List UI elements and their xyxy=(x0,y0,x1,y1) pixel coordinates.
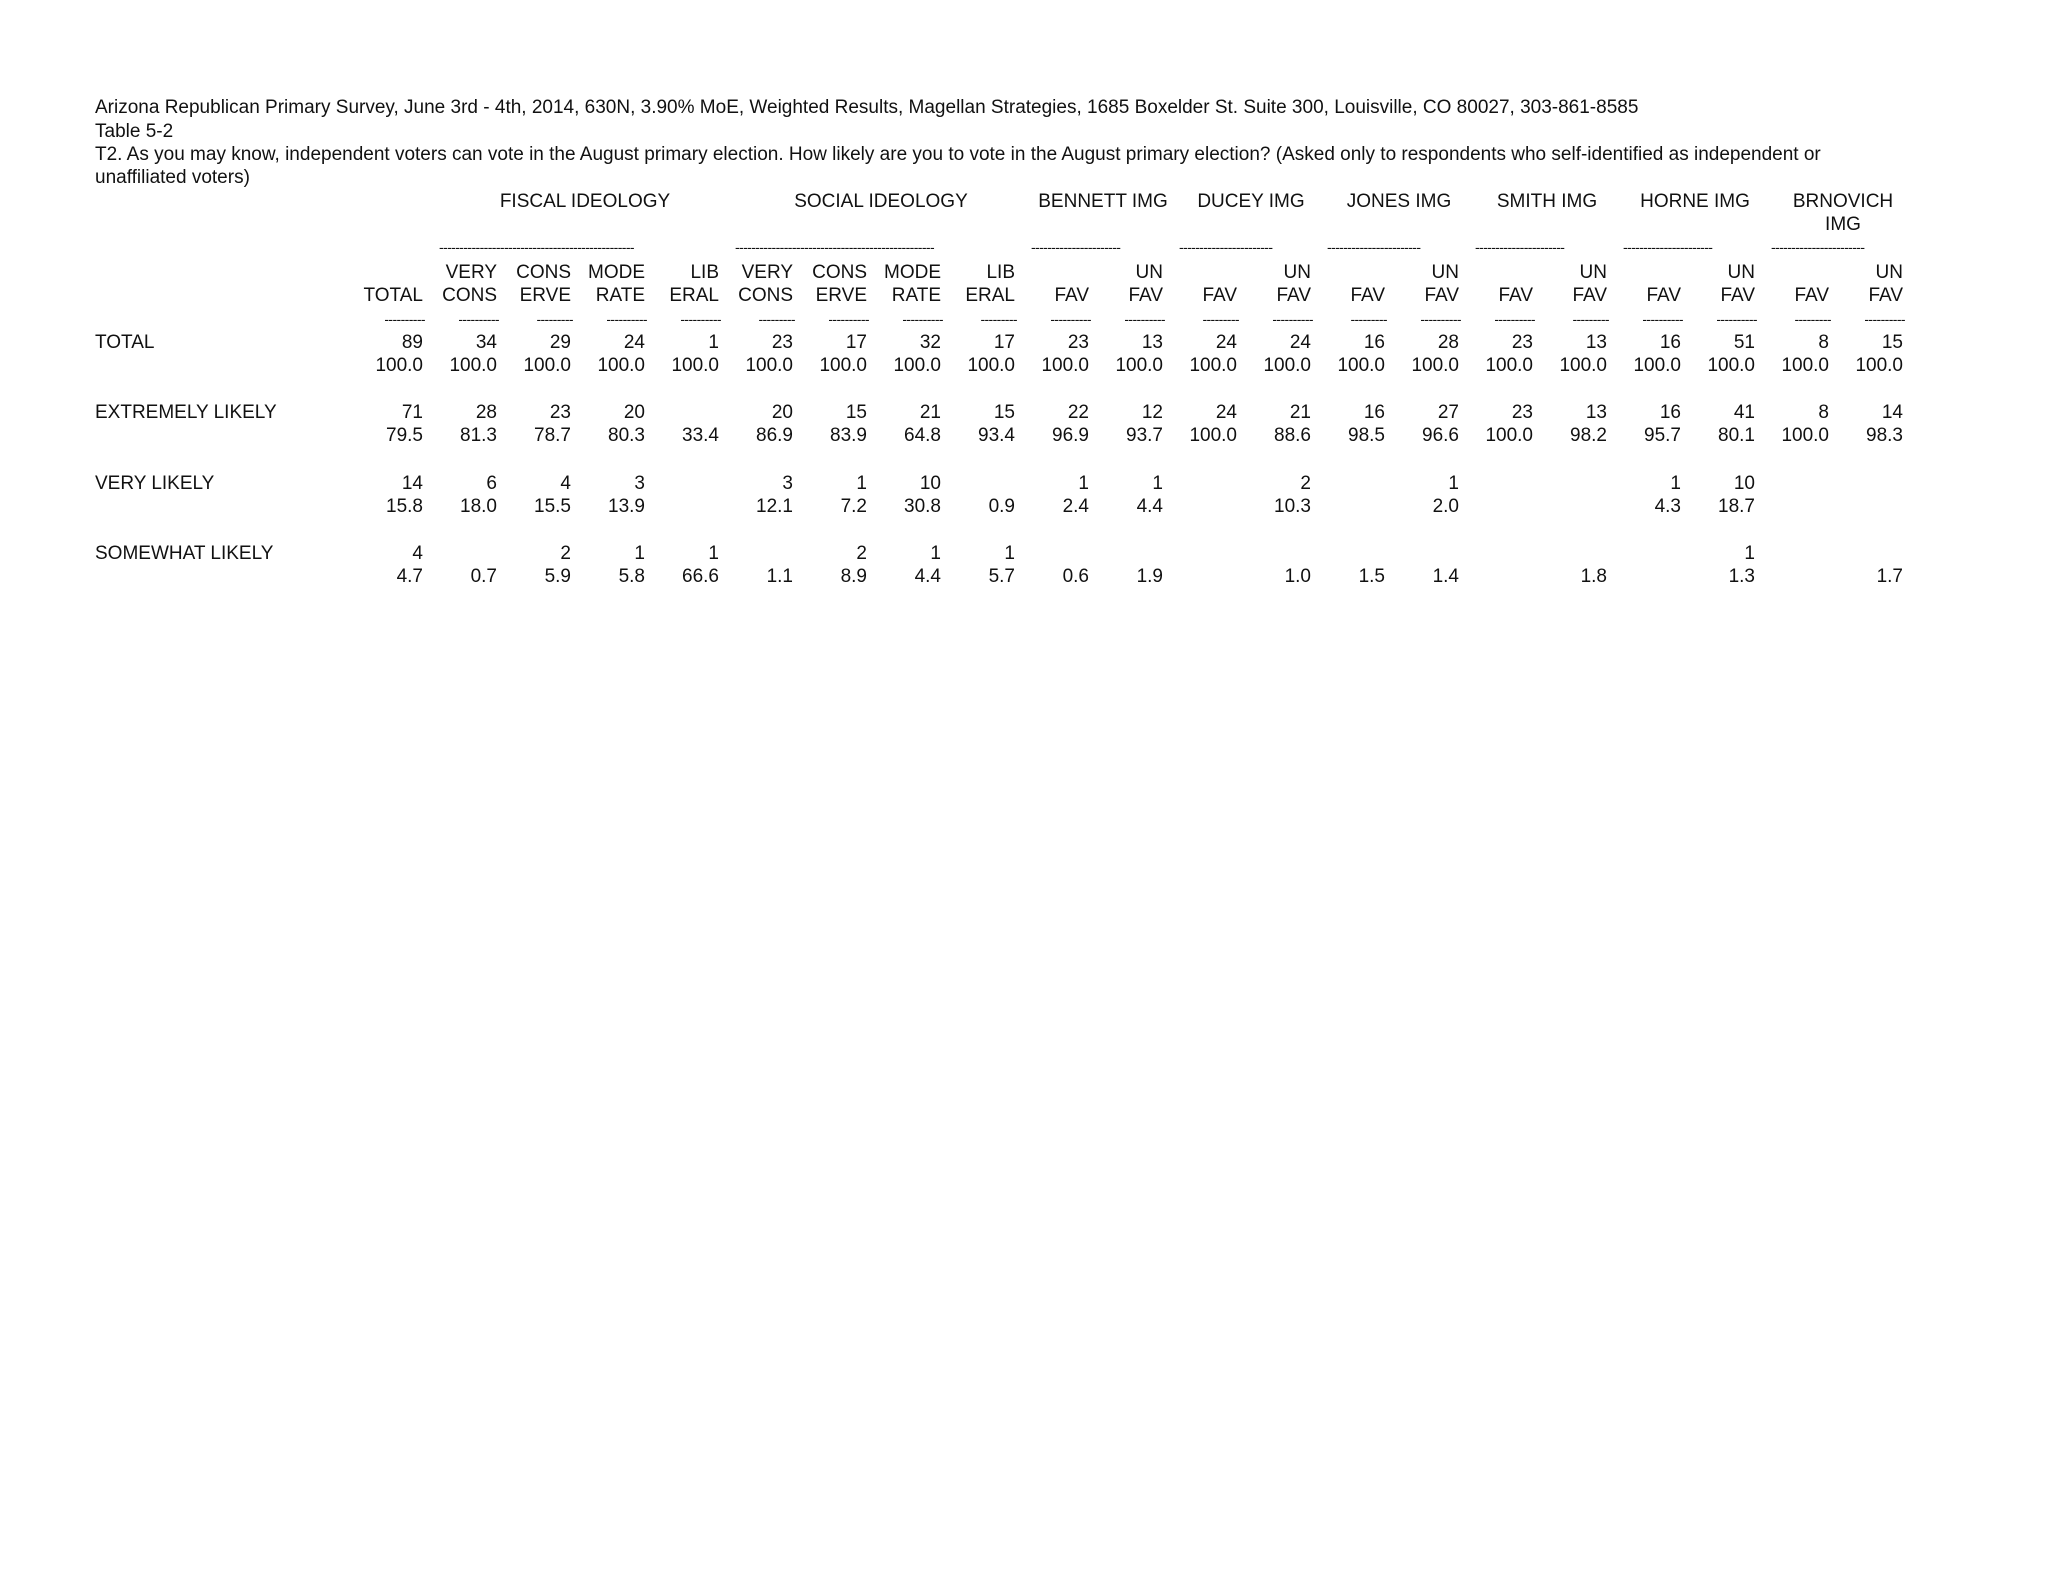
cell-percent: 5.7 xyxy=(988,566,1015,587)
cell-count: 4 xyxy=(560,473,571,494)
group-header-1: SOCIAL IDEOLOGY xyxy=(794,191,968,212)
cell-percent: 100.0 xyxy=(1411,355,1459,376)
col-header-2: ERVE xyxy=(519,285,571,306)
group-header-7-line2: IMG xyxy=(1825,214,1861,235)
cell-count: 1 xyxy=(856,473,867,494)
cell-count: 20 xyxy=(623,402,645,423)
cell-count: 17 xyxy=(993,332,1015,353)
col-header-7: RATE xyxy=(891,285,941,306)
cell-count: 21 xyxy=(919,402,941,423)
question-text-line2: unaffiliated voters) xyxy=(95,167,250,188)
group-header-rule-5: ---------------------- xyxy=(1475,240,1565,254)
group-header-4: JONES IMG xyxy=(1346,191,1452,212)
cell-percent: 98.5 xyxy=(1348,425,1385,446)
cell-percent: 0.9 xyxy=(988,496,1015,517)
cell-count: 1 xyxy=(708,332,719,353)
cell-count: 8 xyxy=(1818,402,1829,423)
cell-count: 2 xyxy=(1300,473,1311,494)
cell-count: 41 xyxy=(1733,402,1755,423)
col-header-11: FAV xyxy=(1202,285,1237,306)
cell-count: 2 xyxy=(856,543,867,564)
cell-percent: 100.0 xyxy=(745,355,793,376)
cell-percent: 96.6 xyxy=(1422,425,1459,446)
col-header-15: FAV xyxy=(1498,285,1533,306)
group-header-rule-6: ---------------------- xyxy=(1623,240,1713,254)
cell-count: 4 xyxy=(412,543,423,564)
cell-count: 3 xyxy=(782,473,793,494)
col-header-0: TOTAL xyxy=(363,285,423,306)
cell-count: 1 xyxy=(1152,473,1163,494)
col-header-5-line1: VERY xyxy=(741,262,793,283)
group-header-7: BRNOVICH xyxy=(1792,191,1894,212)
cell-count: 89 xyxy=(401,332,423,353)
cell-percent: 8.9 xyxy=(840,566,867,587)
col-header-12: FAV xyxy=(1276,285,1311,306)
cell-percent: 1.0 xyxy=(1284,566,1311,587)
cell-count: 28 xyxy=(475,402,497,423)
col-header-rule-6: ---------- xyxy=(828,312,869,326)
cell-percent: 100.0 xyxy=(1189,425,1237,446)
cell-percent: 4.4 xyxy=(914,566,941,587)
cell-percent: 100.0 xyxy=(449,355,497,376)
col-header-rule-5: --------- xyxy=(758,312,795,326)
cell-count: 24 xyxy=(623,332,645,353)
cell-percent: 98.3 xyxy=(1866,425,1903,446)
cell-percent: 100.0 xyxy=(1189,355,1237,376)
cell-count: 6 xyxy=(486,473,497,494)
cell-count: 14 xyxy=(401,473,423,494)
cell-count: 15 xyxy=(845,402,867,423)
row-label-0: TOTAL xyxy=(95,332,155,353)
group-header-2: BENNETT IMG xyxy=(1038,191,1168,212)
cell-count: 12 xyxy=(1141,402,1163,423)
cell-count: 1 xyxy=(1448,473,1459,494)
cell-percent: 15.5 xyxy=(534,496,571,517)
col-header-rule-18: ---------- xyxy=(1716,312,1757,326)
cell-percent: 100.0 xyxy=(1855,355,1903,376)
col-header-rule-8: --------- xyxy=(980,312,1017,326)
cell-percent: 1.4 xyxy=(1432,566,1459,587)
cell-percent: 100.0 xyxy=(523,355,571,376)
cell-count: 23 xyxy=(1511,332,1533,353)
col-header-rule-4: ---------- xyxy=(680,312,721,326)
cell-percent: 83.9 xyxy=(830,425,867,446)
cell-count: 1 xyxy=(1078,473,1089,494)
cell-count: 16 xyxy=(1363,332,1385,353)
group-header-rule-4: ----------------------- xyxy=(1327,240,1421,254)
cell-count: 17 xyxy=(845,332,867,353)
col-header-rule-10: ---------- xyxy=(1124,312,1165,326)
cell-percent: 33.4 xyxy=(682,425,719,446)
cell-count: 29 xyxy=(549,332,571,353)
col-header-rule-13: --------- xyxy=(1350,312,1387,326)
cell-count: 23 xyxy=(1511,402,1533,423)
col-header-rule-16: --------- xyxy=(1572,312,1609,326)
cell-count: 20 xyxy=(771,402,793,423)
cell-count: 10 xyxy=(1733,473,1755,494)
cell-percent: 100.0 xyxy=(1707,355,1755,376)
cell-percent: 100.0 xyxy=(671,355,719,376)
cell-percent: 5.8 xyxy=(618,566,645,587)
cell-percent: 100.0 xyxy=(1041,355,1089,376)
cell-percent: 18.7 xyxy=(1718,496,1755,517)
cell-percent: 100.0 xyxy=(1559,355,1607,376)
cell-percent: 78.7 xyxy=(534,425,571,446)
col-header-9: FAV xyxy=(1054,285,1089,306)
cell-percent: 1.1 xyxy=(766,566,793,587)
cell-count: 13 xyxy=(1585,402,1607,423)
cell-percent: 66.6 xyxy=(682,566,719,587)
row-label-1: EXTREMELY LIKELY xyxy=(95,402,277,423)
group-header-rule-1: ------------------------------------------------- xyxy=(735,240,935,254)
col-header-18-line1: UN xyxy=(1727,262,1755,283)
col-header-4-line1: LIB xyxy=(690,262,719,283)
row-label-3: SOMEWHAT LIKELY xyxy=(95,543,274,564)
cell-percent: 100.0 xyxy=(597,355,645,376)
group-header-5: SMITH IMG xyxy=(1496,191,1598,212)
col-header-20: FAV xyxy=(1868,285,1903,306)
cell-percent: 18.0 xyxy=(460,496,497,517)
cell-percent: 4.7 xyxy=(396,566,423,587)
group-header-rule-7: ----------------------- xyxy=(1771,240,1865,254)
cell-count: 27 xyxy=(1437,402,1459,423)
cell-count: 22 xyxy=(1067,402,1089,423)
group-header-rule-3: ----------------------- xyxy=(1179,240,1273,254)
cell-percent: 100.0 xyxy=(1781,425,1829,446)
question-text-line1: T2. As you may know, independent voters can vote in the August primary election. How likely are you to vote in the August primary election? (Asked only to respondents who self-identified as independent or xyxy=(95,144,1821,165)
cell-count: 16 xyxy=(1659,332,1681,353)
cell-percent: 93.7 xyxy=(1126,425,1163,446)
cell-percent: 98.2 xyxy=(1570,425,1607,446)
cell-count: 1 xyxy=(1670,473,1681,494)
cell-percent: 100.0 xyxy=(1781,355,1829,376)
col-header-4: ERAL xyxy=(669,285,719,306)
col-header-6: ERVE xyxy=(815,285,867,306)
cell-count: 1 xyxy=(634,543,645,564)
cell-percent: 1.7 xyxy=(1876,566,1903,587)
cell-count: 10 xyxy=(919,473,941,494)
cell-count: 32 xyxy=(919,332,941,353)
cell-percent: 2.0 xyxy=(1432,496,1459,517)
cell-percent: 100.0 xyxy=(893,355,941,376)
group-header-rule-0: ------------------------------------------------ xyxy=(439,240,634,254)
col-header-rule-15: ---------- xyxy=(1494,312,1535,326)
cell-percent: 5.9 xyxy=(544,566,571,587)
group-header-rule-2: ---------------------- xyxy=(1031,240,1121,254)
cell-percent: 4.4 xyxy=(1136,496,1163,517)
col-header-rule-14: ---------- xyxy=(1420,312,1461,326)
cell-percent: 13.9 xyxy=(608,496,645,517)
col-header-rule-9: ---------- xyxy=(1050,312,1091,326)
cell-count: 1 xyxy=(930,543,941,564)
cell-percent: 100.0 xyxy=(1633,355,1681,376)
cell-percent: 12.1 xyxy=(756,496,793,517)
cell-count: 21 xyxy=(1289,402,1311,423)
cell-percent: 100.0 xyxy=(1115,355,1163,376)
cell-count: 24 xyxy=(1289,332,1311,353)
cell-percent: 79.5 xyxy=(386,425,423,446)
col-header-rule-0: ---------- xyxy=(384,312,425,326)
cell-percent: 95.7 xyxy=(1644,425,1681,446)
cell-percent: 1.8 xyxy=(1580,566,1607,587)
col-header-rule-12: ---------- xyxy=(1272,312,1313,326)
col-header-20-line1: UN xyxy=(1875,262,1903,283)
cell-percent: 100.0 xyxy=(1337,355,1385,376)
col-header-rule-3: ---------- xyxy=(606,312,647,326)
col-header-rule-11: --------- xyxy=(1202,312,1239,326)
col-header-10: FAV xyxy=(1128,285,1163,306)
col-header-rule-1: ---------- xyxy=(458,312,499,326)
col-header-16: FAV xyxy=(1572,285,1607,306)
col-header-1: CONS xyxy=(442,285,497,306)
cell-count: 3 xyxy=(634,473,645,494)
cell-count: 13 xyxy=(1585,332,1607,353)
cell-percent: 88.6 xyxy=(1274,425,1311,446)
table-id: Table 5-2 xyxy=(95,121,174,142)
cell-count: 16 xyxy=(1659,402,1681,423)
cell-count: 15 xyxy=(993,402,1015,423)
col-header-8-line1: LIB xyxy=(986,262,1015,283)
cell-percent: 2.4 xyxy=(1062,496,1089,517)
cell-count: 1 xyxy=(1744,543,1755,564)
cell-count: 1 xyxy=(1004,543,1015,564)
cell-percent: 93.4 xyxy=(978,425,1015,446)
cell-percent: 10.3 xyxy=(1274,496,1311,517)
cell-percent: 15.8 xyxy=(386,496,423,517)
cell-percent: 100.0 xyxy=(819,355,867,376)
col-header-17: FAV xyxy=(1646,285,1681,306)
col-header-rule-7: ---------- xyxy=(902,312,943,326)
cell-percent: 64.8 xyxy=(904,425,941,446)
cell-count: 23 xyxy=(771,332,793,353)
survey-title: Arizona Republican Primary Survey, June 3rd - 4th, 2014, 630N, 3.90% MoE, Weighted Results, Magellan Strategies, 1685 Boxelder St. Suite 300, Louisville, CO 80027, 303-861-8585 xyxy=(95,97,1639,118)
col-header-rule-20: ---------- xyxy=(1864,312,1905,326)
cell-count: 23 xyxy=(549,402,571,423)
cell-count: 8 xyxy=(1818,332,1829,353)
cell-count: 28 xyxy=(1437,332,1459,353)
cell-percent: 100.0 xyxy=(1485,355,1533,376)
cell-count: 15 xyxy=(1881,332,1903,353)
col-header-10-line1: UN xyxy=(1135,262,1163,283)
col-header-rule-17: ---------- xyxy=(1642,312,1683,326)
cell-count: 2 xyxy=(560,543,571,564)
cell-count: 24 xyxy=(1215,402,1237,423)
col-header-3-line1: MODE xyxy=(588,262,645,283)
cell-percent: 4.3 xyxy=(1654,496,1681,517)
col-header-16-line1: UN xyxy=(1579,262,1607,283)
row-label-2: VERY LIKELY xyxy=(95,473,215,494)
cell-percent: 7.2 xyxy=(840,496,867,517)
col-header-8: ERAL xyxy=(965,285,1015,306)
group-header-6: HORNE IMG xyxy=(1640,191,1750,212)
col-header-18: FAV xyxy=(1720,285,1755,306)
col-header-12-line1: UN xyxy=(1283,262,1311,283)
cell-count: 13 xyxy=(1141,332,1163,353)
col-header-5: CONS xyxy=(738,285,793,306)
cell-count: 16 xyxy=(1363,402,1385,423)
cell-count: 71 xyxy=(401,402,423,423)
cell-count: 34 xyxy=(475,332,497,353)
col-header-1-line1: VERY xyxy=(445,262,497,283)
cell-percent: 100.0 xyxy=(967,355,1015,376)
cell-percent: 1.5 xyxy=(1358,566,1385,587)
cell-percent: 100.0 xyxy=(375,355,423,376)
cell-percent: 80.3 xyxy=(608,425,645,446)
col-header-13: FAV xyxy=(1350,285,1385,306)
cell-percent: 30.8 xyxy=(904,496,941,517)
cell-count: 24 xyxy=(1215,332,1237,353)
cell-count: 23 xyxy=(1067,332,1089,353)
cell-percent: 100.0 xyxy=(1263,355,1311,376)
group-header-3: DUCEY IMG xyxy=(1197,191,1305,212)
col-header-rule-19: --------- xyxy=(1794,312,1831,326)
cell-percent: 86.9 xyxy=(756,425,793,446)
col-header-6-line1: CONS xyxy=(812,262,867,283)
cell-percent: 0.6 xyxy=(1062,566,1089,587)
col-header-7-line1: MODE xyxy=(884,262,941,283)
cell-percent: 96.9 xyxy=(1052,425,1089,446)
cell-count: 1 xyxy=(708,543,719,564)
cell-percent: 1.3 xyxy=(1728,566,1755,587)
cell-percent: 0.7 xyxy=(470,566,497,587)
group-header-0: FISCAL IDEOLOGY xyxy=(499,191,671,212)
cell-percent: 80.1 xyxy=(1718,425,1755,446)
col-header-3: RATE xyxy=(595,285,645,306)
cell-percent: 100.0 xyxy=(1485,425,1533,446)
col-header-rule-2: --------- xyxy=(536,312,573,326)
cell-percent: 1.9 xyxy=(1136,566,1163,587)
cell-count: 51 xyxy=(1733,332,1755,353)
col-header-14: FAV xyxy=(1424,285,1459,306)
col-header-2-line1: CONS xyxy=(516,262,571,283)
col-header-19: FAV xyxy=(1794,285,1829,306)
col-header-14-line1: UN xyxy=(1431,262,1459,283)
cell-count: 14 xyxy=(1881,402,1903,423)
cell-percent: 81.3 xyxy=(460,425,497,446)
